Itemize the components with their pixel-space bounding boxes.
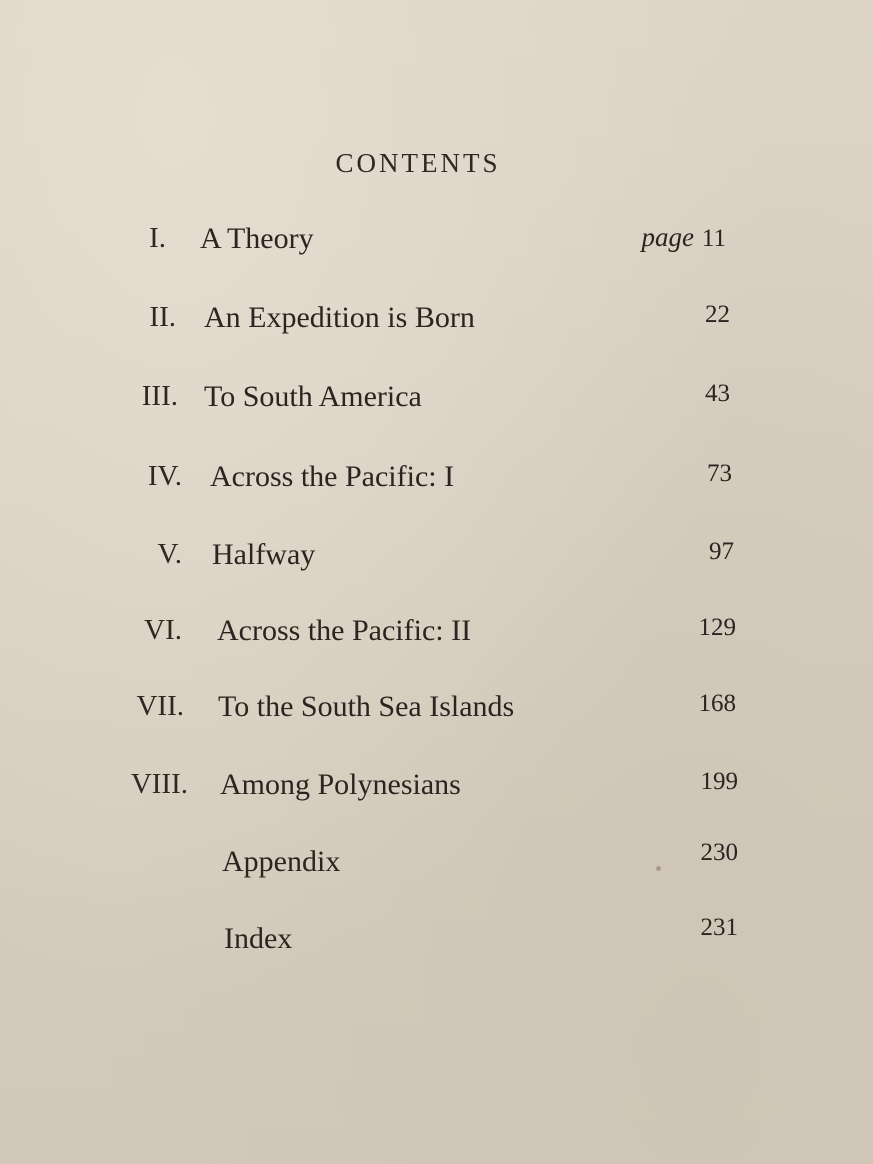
chapter-title: Across the Pacific: I [210,460,455,493]
page-number: 168 [698,690,736,717]
chapter-number: V. [157,538,182,570]
chapter-title: Among Polynesians [220,768,461,801]
chapter-number: IV. [147,460,182,492]
chapter-title: To the South Sea Islands [218,690,515,723]
page-number: 129 [698,614,736,641]
chapter-title: Appendix [222,845,341,878]
page-number: 73 [707,460,732,487]
toc-entry [0,460,873,504]
toc-entry [0,538,873,582]
toc-entry [0,222,873,266]
toc-entry [0,380,873,424]
contents-heading: CONTENTS [335,148,501,178]
page-number: 199 [700,768,738,795]
chapter-number: II. [149,301,176,333]
chapter-number: VIII. [130,768,188,800]
chapter-title: To South America [204,380,422,413]
chapter-number: VI. [144,614,182,646]
toc-entry [0,914,873,966]
paper-speck [656,866,661,871]
toc-entry [0,614,873,658]
chapter-number: III. [141,380,178,412]
chapter-title: Index [224,922,293,955]
chapter-title: Halfway [212,538,316,571]
chapter-title: A Theory [200,222,314,255]
page-number: 43 [705,380,730,407]
page-number: 97 [709,538,734,565]
chapter-title: Across the Pacific: II [217,614,472,647]
chapter-number: VII. [136,690,184,722]
chapter-title: An Expedition is Born [204,301,475,334]
page-label: page [641,222,694,252]
chapter-number: I. [149,222,166,254]
toc-entry [0,839,873,889]
toc-entry [0,301,873,345]
toc-entry [0,690,873,734]
page-number: 231 [700,914,738,941]
page-number: 22 [705,301,730,328]
toc-entry [0,768,873,812]
page-number: 230 [700,839,738,866]
page-number: page 11 [641,222,726,252]
